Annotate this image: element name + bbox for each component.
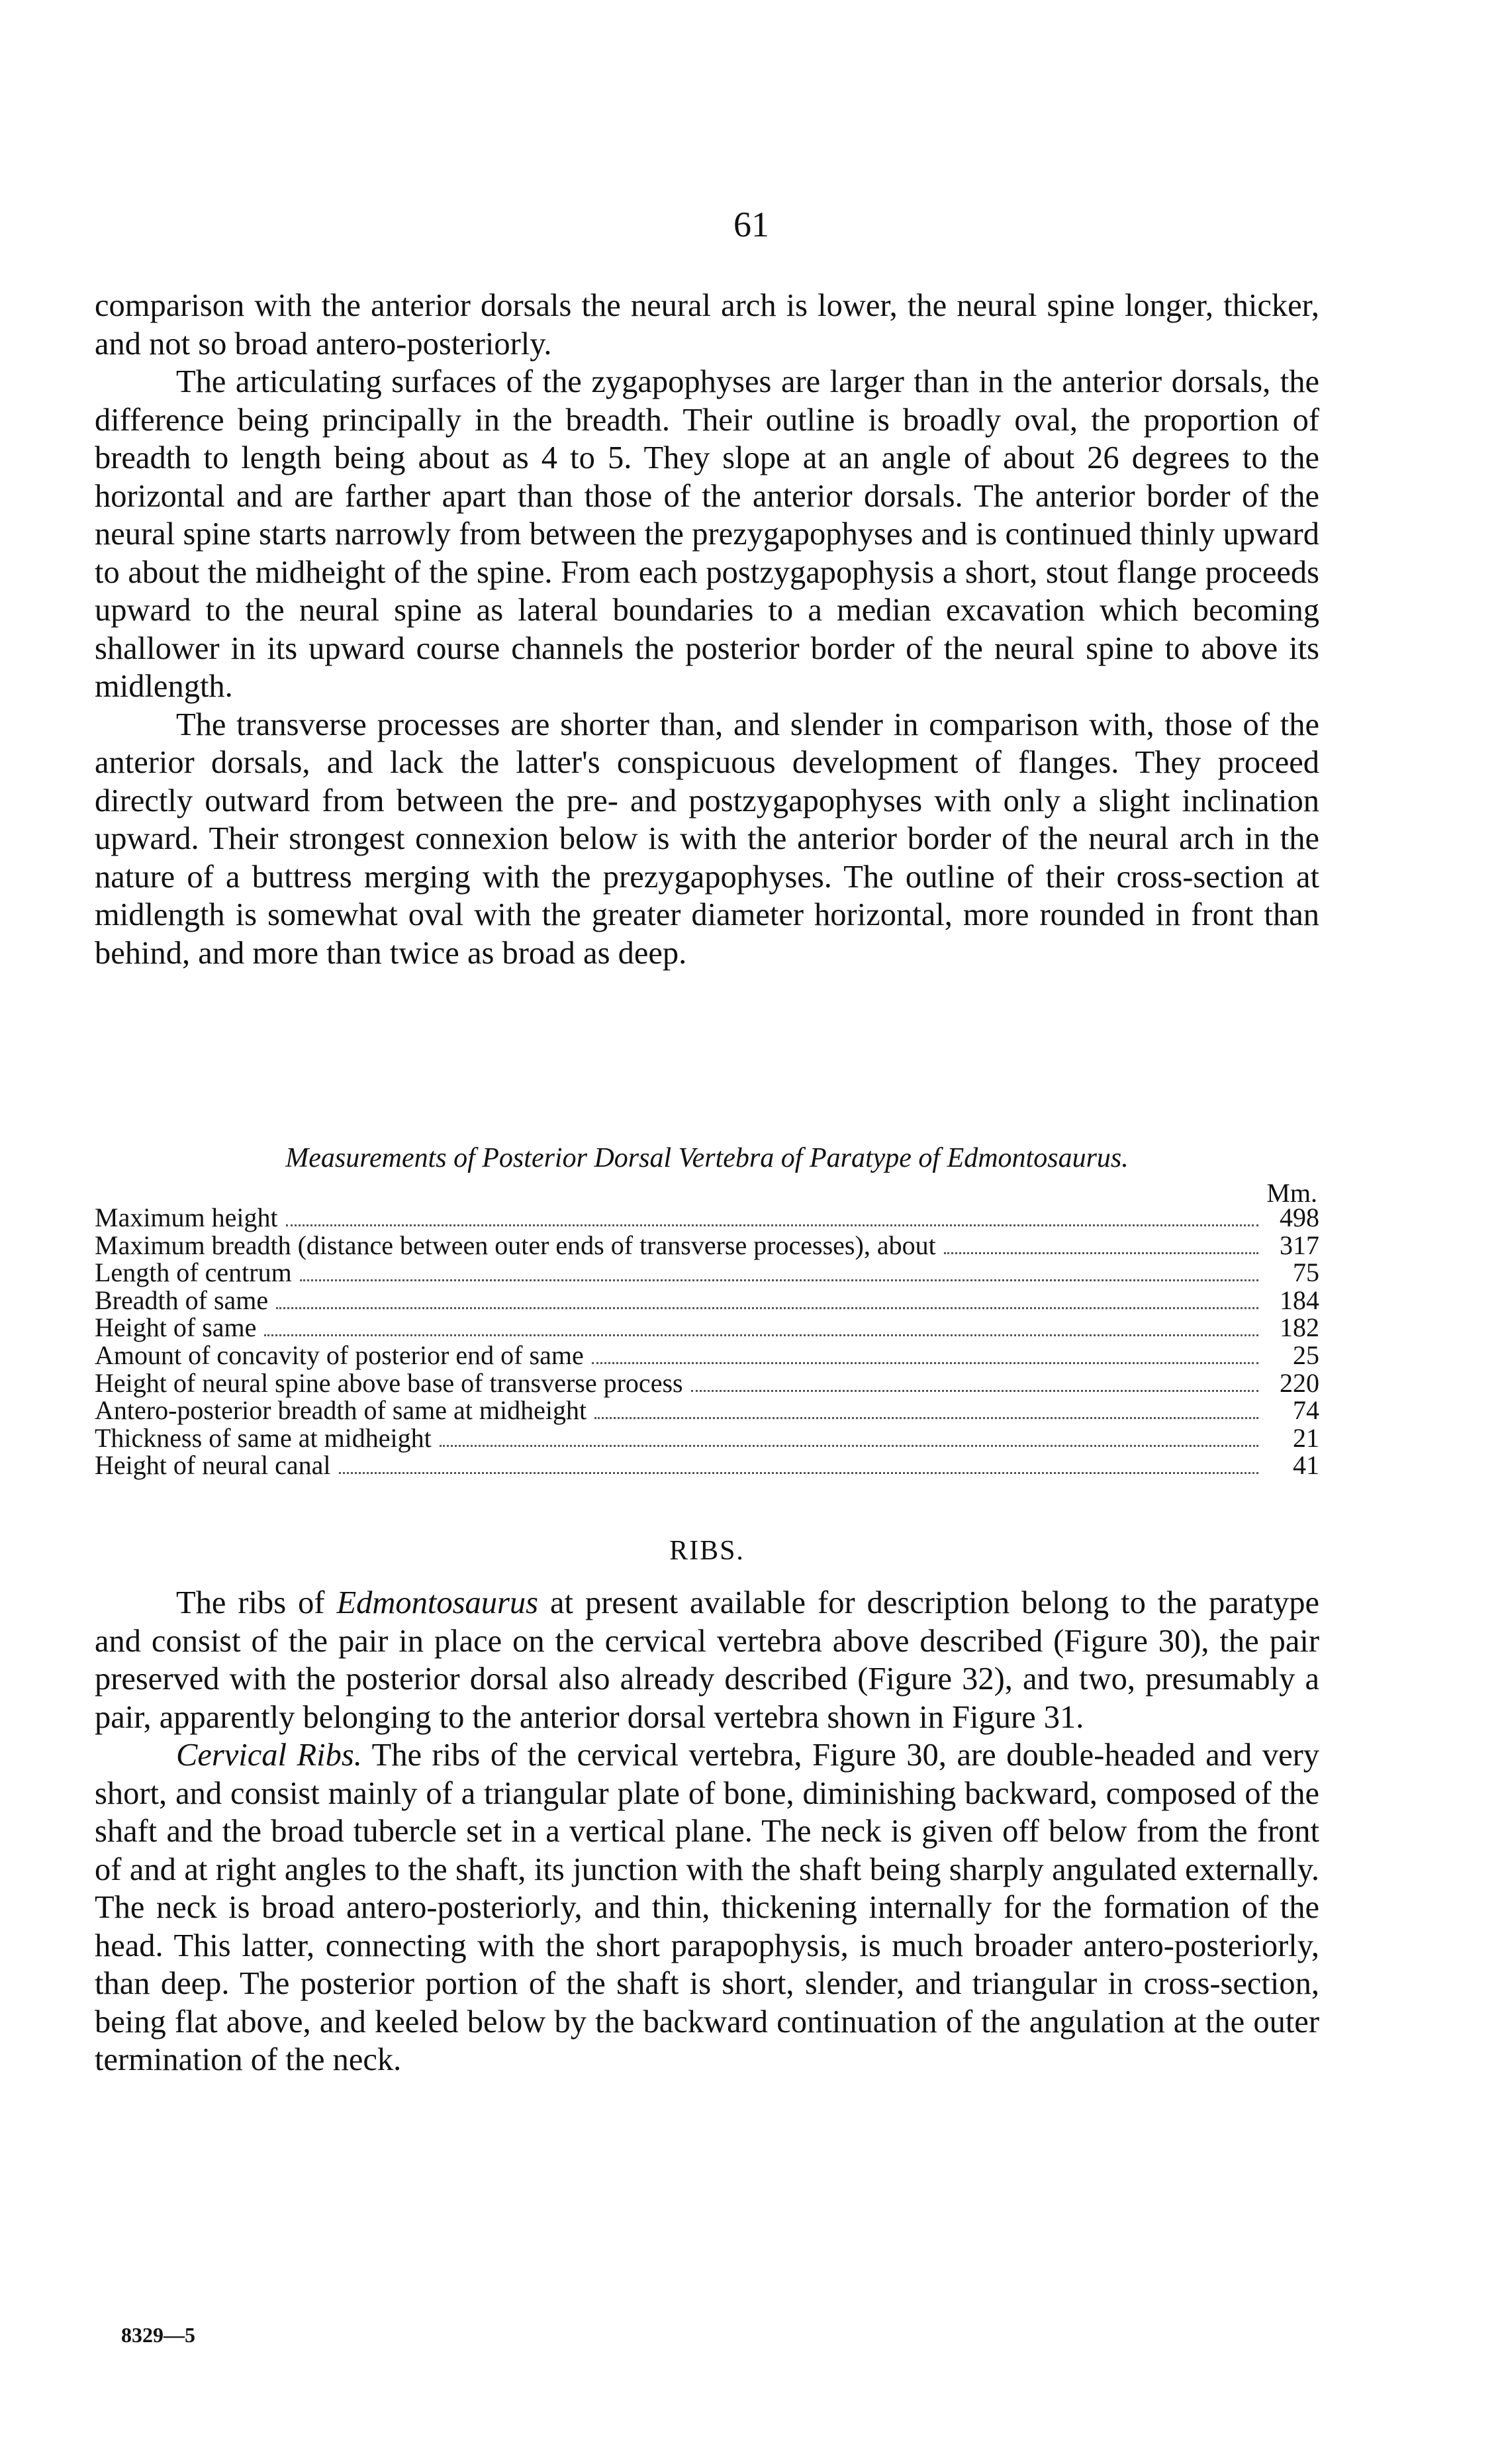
print-code: 8329—5 [121, 2323, 195, 2347]
table-row [95, 1452, 1319, 1479]
paragraph-cervical-ribs [95, 1736, 1319, 2079]
dot-leader [944, 1252, 1258, 1254]
ribs-intro-post: at present available for description belong to the paratype and consist of the pair in place on the cervical vertebra above described (Figure 30), the pair preserved with the posterior dorsal also already described (Figure 32), and two, presumably a pair, apparently belonging to the anterior dorsal vertebra shown in Figure 31. [95, 1585, 1319, 1735]
measurement-value: 184 [1280, 1285, 1319, 1315]
table-row [95, 1232, 1319, 1259]
body-text-top [95, 287, 1319, 972]
measurement-value: 75 [1293, 1257, 1319, 1288]
measurement-value: 21 [1293, 1422, 1319, 1453]
table-row [95, 1287, 1319, 1314]
table-row [95, 1314, 1319, 1342]
table-row [95, 1342, 1319, 1369]
cervical-ribs-text: The ribs of the cervical vertebra, Figure 30, are double-headed and very short, and consist mainly of a triangular plate of bone, diminishing backward, composed of the shaft and the broad tubercle set in a vertical plane. The neck is given off below from the front of and at right angles to the shaft, its junction with the shaft being sharply angulated externally. The neck is broad antero-posteriorly, and thin, thickening internally for the formation of the head. This latter, connecting with the short parapophysis, is much broader antero-posteriorly, than deep. The posterior portion of the shaft is short, slender, and triangular in cross-section, being flat above, and keeled below by the backward continuation of the angulation at the outer termination of the neck. [95, 1738, 1319, 2077]
measurement-value: 41 [1293, 1450, 1319, 1481]
measurement-label: Thickness of same at midheight [95, 1422, 432, 1453]
dot-leader [339, 1472, 1258, 1474]
body-text-ribs [95, 1584, 1319, 2079]
dot-leader [594, 1417, 1258, 1419]
measurement-value: 220 [1280, 1367, 1319, 1398]
dot-leader [264, 1334, 1258, 1336]
paragraph-zygapophyses: The articulating surfaces of the zygapophyses are larger than in the anterior dorsals, the difference being principally in the breadth. Their outline is broadly oval, the proportion of breadth to length being about as 4 to 5. They slope at an angle of about 26 degrees to the horizontal and are farther apart than those of the anterior dorsals. The anterior border of the neural spine starts narrowly from between the prezygapophyses and is continued thinly upward to about the midheight of the spine. From each postzygapophysis a short, stout flange proceeds upward to the neural spine as lateral boundaries to a median excavation which becoming shallower in its upward course channels the posterior border of the neural spine to above its midlength. [95, 364, 1319, 704]
cervical-ribs-lead: Cervical Ribs. [176, 1738, 362, 1773]
dot-leader [440, 1445, 1258, 1447]
dot-leader [691, 1390, 1258, 1392]
section-heading-ribs: RIBS. [669, 1536, 745, 1566]
measurement-label: Maximum breadth (distance between outer ends of transverse processes), about [95, 1230, 936, 1260]
measurement-value: 498 [1280, 1203, 1319, 1232]
table-row [95, 1259, 1319, 1287]
table-row [95, 1424, 1319, 1452]
table-row [95, 1369, 1319, 1397]
measurement-label: Breadth of same [95, 1285, 269, 1315]
measurement-value: 182 [1280, 1312, 1319, 1343]
paragraph-neural-arch: comparison with the anterior dorsals the neural arch is lower, the neural spine longer, thicker, and not so broad antero-posteriorly. [95, 288, 1319, 362]
paragraph-transverse-processes: The transverse processes are shorter than, and slender in comparison with, those of the anterior dorsals, and lack the latter's conspicuous development of flanges. They proceed directly outward from between the pre- and postzygapophyses with only a slight inclination upward. Their strongest connexion below is with the anterior border of the neural arch in the nature of a buttress merging with the prezygapophyses. The outline of their cross-section at midlength is somewhat oval with the greater diameter horizontal, more rounded in front than behind, and more than twice as broad as deep. [95, 707, 1319, 971]
dot-leader [286, 1224, 1258, 1226]
measurement-label: Height of neural canal [95, 1450, 331, 1481]
measurement-label: Amount of concavity of posterior end of same [95, 1340, 584, 1370]
measurement-label: Antero-posterior breadth of same at midheight [95, 1395, 587, 1426]
table-row [95, 1204, 1319, 1232]
table-row [95, 1397, 1319, 1424]
page-number: 61 [733, 205, 769, 244]
measurement-value: 74 [1293, 1395, 1319, 1426]
dot-leader [592, 1362, 1258, 1364]
measurements-table [95, 1204, 1319, 1479]
dot-leader [300, 1279, 1258, 1281]
ribs-intro-pre: The ribs of [176, 1585, 337, 1620]
measurement-label: Height of neural spine above base of transverse process [95, 1367, 683, 1398]
table-unit-header: Mm. [1266, 1178, 1317, 1208]
genus-name: Edmontosaurus [336, 1585, 539, 1620]
paragraph-ribs-intro [95, 1584, 1319, 1736]
measurement-value: 317 [1280, 1230, 1319, 1260]
measurement-label: Maximum height [95, 1203, 278, 1232]
measurement-label: Length of centrum [95, 1257, 292, 1288]
table-caption: Measurements of Posterior Dorsal Vertebra of Paratype of Edmontosaurus. [285, 1143, 1129, 1173]
measurement-value: 25 [1293, 1340, 1319, 1370]
measurement-label: Height of same [95, 1312, 257, 1343]
dot-leader [276, 1307, 1258, 1309]
